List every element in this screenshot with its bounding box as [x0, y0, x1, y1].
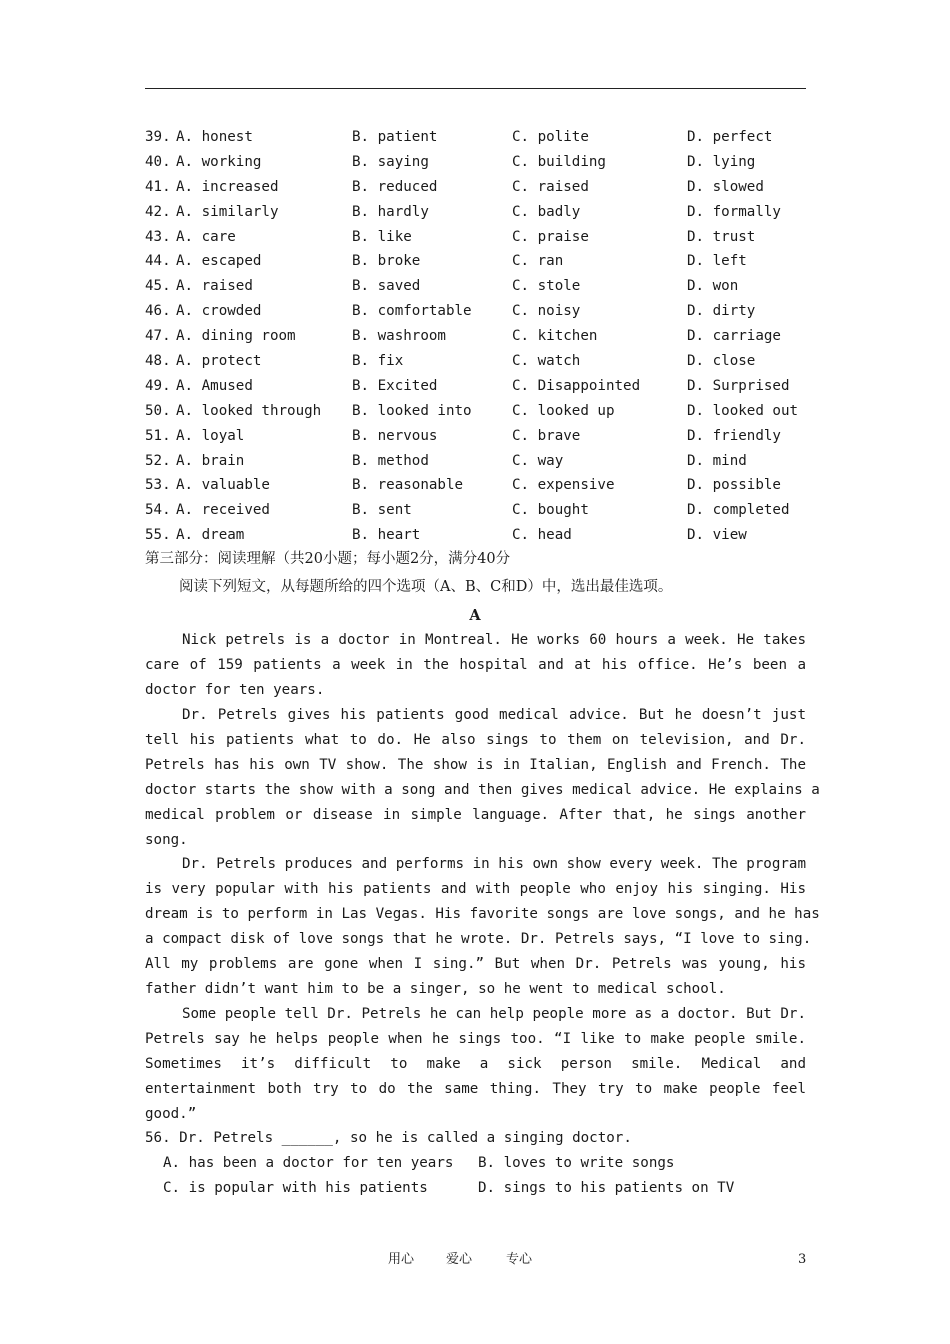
option-row [145, 274, 806, 299]
passage-label: A [469, 607, 481, 624]
option-a: A. similarly [176, 203, 279, 220]
option-b: B. looked into [352, 402, 472, 419]
option-a: A. received [176, 502, 270, 519]
option-a: A. dream [176, 527, 245, 544]
question-number: 41. [145, 178, 171, 195]
option-row [145, 125, 806, 150]
option-row [145, 473, 806, 498]
option-a: A. dining room [176, 328, 296, 345]
page-number: 3 [798, 1252, 807, 1267]
question-number: 40. [145, 153, 171, 170]
question-number: 51. [145, 427, 171, 444]
option-b: B. heart [352, 527, 421, 544]
option-c: C. praise [512, 228, 589, 245]
option-a: A. Amused [176, 377, 253, 394]
passage-line: Petrels has his own TV show. The show is in Italian, English and French. The [145, 756, 806, 773]
header-rule [145, 88, 806, 89]
option-b: B. sent [352, 502, 412, 519]
option-c: C. stole [512, 278, 581, 295]
option-row [145, 249, 806, 274]
option-row [145, 374, 806, 399]
passage-line: care of 159 patients a week in the hospital and at his office. He’s been a [145, 656, 806, 673]
option-c: C. expensive [512, 477, 615, 494]
passage-line: doctor starts the show with a song and then gives medical advice. He explains a [145, 781, 820, 798]
option-c: C. kitchen [512, 328, 598, 345]
option-a: A. looked through [176, 402, 322, 419]
option-d: D. left [687, 253, 747, 270]
passage-line: Some people tell Dr. Petrels he can help people more as a doctor. But Dr. [182, 1006, 806, 1023]
passage-line: Nick petrels is a doctor in Montreal. He works 60 hours a week. He takes [182, 632, 806, 648]
option-row [145, 175, 806, 200]
option-row [145, 399, 806, 424]
option-d: D. possible [687, 477, 781, 494]
answer-option-a: A. has been a doctor for ten years [163, 1155, 454, 1171]
option-d: D. friendly [687, 427, 781, 444]
question-number: 47. [145, 328, 171, 345]
answer-option-c: C. is popular with his patients [163, 1180, 428, 1196]
question-number: 43. [145, 228, 171, 245]
question-number: 54. [145, 502, 171, 519]
option-row [145, 200, 806, 225]
option-c: C. way [512, 452, 564, 469]
option-b: B. reduced [352, 178, 438, 195]
option-b: B. broke [352, 253, 421, 270]
option-c: C. bought [512, 502, 589, 519]
option-b: B. Excited [352, 377, 438, 394]
passage-line: song. [145, 831, 188, 848]
footer-word: 用心 [388, 1252, 415, 1267]
answer-option-d: D. sings to his patients on TV [478, 1180, 735, 1196]
option-d: D. close [687, 353, 756, 370]
passage-line: is very popular with his patients and with people who enjoy his singing. His [145, 881, 806, 898]
option-d: D. formally [687, 203, 781, 220]
option-c: C. Disappointed [512, 377, 641, 394]
option-b: B. reasonable [352, 477, 464, 494]
option-c: C. watch [512, 353, 581, 370]
question-number: 46. [145, 303, 171, 320]
option-c: C. looked up [512, 402, 615, 419]
passage-line: Dr. Petrels gives his patients good medical advice. But he doesn’t just [182, 706, 806, 723]
passage-line: Dr. Petrels produces and performs in his own show every week. The program [182, 856, 806, 873]
option-a: A. crowded [176, 303, 262, 320]
passage-line: tell his patients what to do. He also sings to them on television, and Dr. [145, 731, 806, 748]
passage-line: Sometimes it’s difficult to make a sick person smile. Medical and [145, 1055, 806, 1072]
option-b: B. nervous [352, 427, 438, 444]
option-row [145, 299, 806, 324]
option-b: B. fix [352, 353, 404, 370]
question-number: 45. [145, 278, 171, 295]
option-row [145, 424, 806, 449]
passage-line: father didn’t want him to be a singer, so he went to medical school. [145, 981, 726, 998]
option-d: D. completed [687, 502, 790, 519]
answer-option-b: B. loves to write songs [478, 1155, 675, 1171]
option-d: D. looked out [687, 402, 799, 419]
option-b: B. saying [352, 153, 429, 170]
question-number: 50. [145, 402, 171, 419]
passage-line: medical problem or disease in simple language. After that, he sings another [145, 806, 806, 823]
question-number: 48. [145, 353, 171, 370]
option-a: A. increased [176, 178, 279, 195]
option-a: A. brain [176, 452, 245, 469]
passage-line: doctor for ten years. [145, 681, 325, 698]
passage-line: entertainment both try to do the same thing. They try to make people feel [145, 1080, 806, 1097]
footer-word: 爱心 [446, 1252, 473, 1267]
option-c: C. brave [512, 427, 581, 444]
footer-word: 专心 [506, 1252, 533, 1267]
option-d: D. slowed [687, 178, 764, 195]
passage-line: All my problems are gone when I sing.” But when Dr. Petrels was young, his [145, 956, 806, 973]
question-number: 44. [145, 253, 171, 270]
option-row [145, 150, 806, 175]
question-number: 55. [145, 527, 171, 544]
option-d: D. perfect [687, 129, 773, 145]
passage-line: good.” [145, 1105, 197, 1122]
question-number: 49. [145, 377, 171, 394]
option-d: D. carriage [687, 328, 781, 345]
question-number: 53. [145, 477, 171, 494]
option-c: C. raised [512, 178, 589, 195]
option-a: A. valuable [176, 477, 270, 494]
option-d: D. lying [687, 153, 756, 170]
option-d: D. trust [687, 228, 756, 245]
option-d: D. Surprised [687, 377, 790, 394]
option-b: B. saved [352, 278, 421, 295]
option-b: B. patient [352, 129, 438, 145]
option-d: D. won [687, 278, 739, 295]
passage-body [145, 628, 820, 1127]
option-a: A. working [176, 153, 262, 170]
option-row [145, 498, 806, 523]
option-b: B. comfortable [352, 303, 472, 320]
option-c: C. ran [512, 253, 564, 270]
question-number: 52. [145, 452, 171, 469]
option-a: A. escaped [176, 253, 262, 270]
section-instruction: 阅读下列短文，从每题所给的四个选项（A、B、C和D）中，选出最佳选项。 [179, 579, 673, 595]
options-table [145, 125, 806, 548]
option-b: B. washroom [352, 328, 446, 345]
option-row [145, 324, 806, 349]
option-row [145, 523, 806, 548]
passage-line: Petrels say he helps people when he sings too. “I like to make people smile. [145, 1031, 806, 1047]
question-stem: 56. Dr. Petrels ______, so he is called a singing doctor. [145, 1130, 632, 1146]
option-a: A. loyal [176, 427, 245, 444]
option-b: B. method [352, 452, 429, 469]
option-c: C. polite [512, 129, 589, 145]
option-b: B. like [352, 228, 412, 245]
option-a: A. protect [176, 353, 262, 370]
option-d: D. mind [687, 452, 747, 469]
option-row [145, 225, 806, 250]
passage-line: dream is to perform in Las Vegas. His favorite songs are love songs, and he has [145, 906, 820, 923]
option-b: B. hardly [352, 203, 429, 220]
option-c: C. head [512, 527, 572, 544]
option-c: C. noisy [512, 303, 581, 320]
option-a: A. care [176, 228, 236, 245]
passage-line: a compact disk of love songs that he wrote. Dr. Petrels says, “I love to sing. [145, 931, 812, 948]
option-row [145, 349, 806, 374]
option-row [145, 449, 806, 474]
section-title: 第三部分：阅读理解（共20小题；每小题2分，满分40分 [145, 551, 511, 567]
question-number: 39. [145, 129, 171, 145]
question-number: 42. [145, 203, 171, 220]
option-c: C. building [512, 153, 606, 170]
option-a: A. raised [176, 278, 253, 295]
option-d: D. dirty [687, 303, 756, 320]
option-c: C. badly [512, 203, 581, 220]
option-d: D. view [687, 527, 747, 544]
option-a: A. honest [176, 129, 253, 145]
